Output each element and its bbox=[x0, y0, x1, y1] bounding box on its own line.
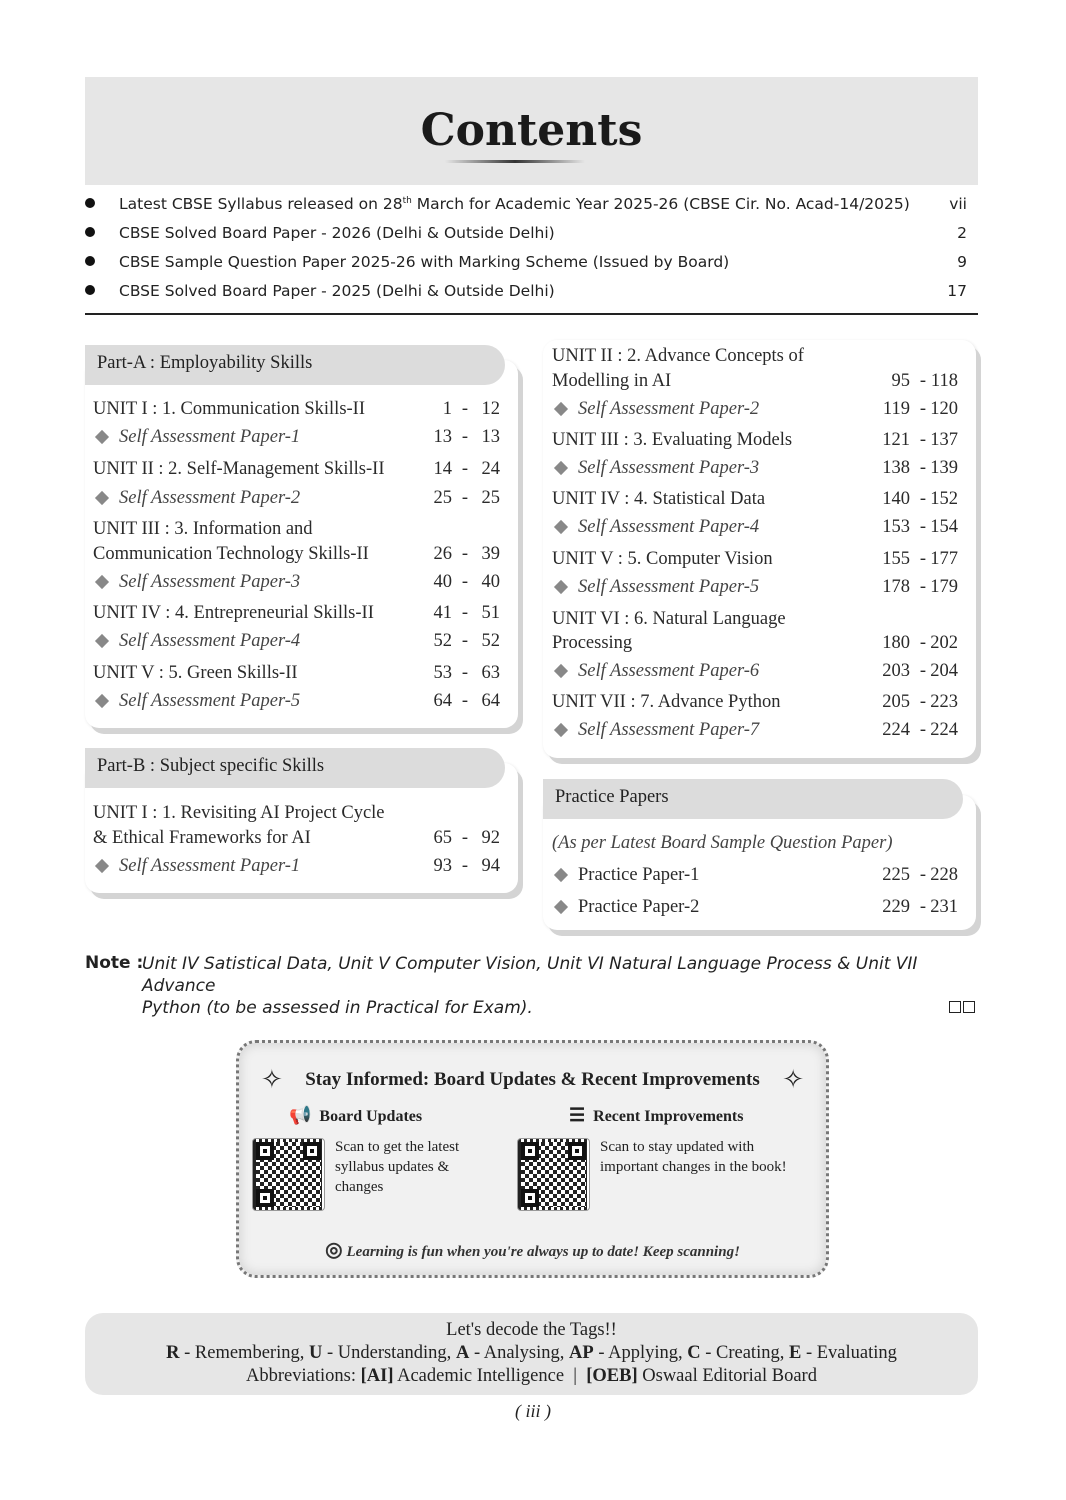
tags-heading: Let's decode the Tags!! bbox=[446, 1320, 617, 1340]
target-icon: ◎ bbox=[325, 1239, 343, 1261]
sparkle-icon: ✧ bbox=[261, 1065, 283, 1094]
page-start: 205 bbox=[882, 692, 910, 712]
toc-row[interactable] bbox=[552, 458, 759, 479]
toc-row[interactable] bbox=[93, 519, 313, 540]
toc-row[interactable] bbox=[552, 577, 759, 598]
diamond-bullet-icon bbox=[554, 402, 568, 416]
page-title: Contents bbox=[420, 105, 643, 156]
page-range-dash: - bbox=[461, 488, 468, 508]
tags-legend bbox=[85, 1313, 978, 1395]
page-start: 153 bbox=[882, 517, 910, 537]
page-start: 40 bbox=[433, 572, 452, 592]
list-item-text: CBSE Solved Board Paper - 2025 (Delhi & Outside Delhi) bbox=[119, 282, 555, 300]
recent-improvements-text: Scan to stay updated with important changes in the book! bbox=[600, 1139, 787, 1175]
list-item-text: Latest CBSE Syllabus released on 28th March for Academic Year 2025-26 (CBSE Cir. No. Acad-14/2025) bbox=[119, 195, 910, 213]
toc-row[interactable] bbox=[552, 371, 671, 392]
diamond-bullet-icon bbox=[554, 723, 568, 737]
toc-row[interactable] bbox=[93, 603, 374, 624]
page-range-dash: - bbox=[919, 897, 926, 917]
page-end: 223 bbox=[930, 692, 958, 712]
page-start: 95 bbox=[891, 371, 910, 391]
toc-row[interactable] bbox=[552, 430, 792, 451]
page-end: 228 bbox=[930, 865, 958, 885]
list-item[interactable] bbox=[85, 250, 978, 279]
page-ref: vii bbox=[949, 195, 967, 213]
toc-row-title: Self Assessment Paper-6 bbox=[578, 661, 760, 681]
toc-row-title: UNIT IV : 4. Statistical Data bbox=[552, 489, 766, 509]
page-range-dash: - bbox=[461, 459, 468, 479]
updates-box bbox=[236, 1040, 829, 1278]
page-end: 177 bbox=[930, 549, 958, 569]
list-item[interactable] bbox=[85, 279, 978, 308]
updates-title: Stay Informed: Board Updates & Recent Improvements bbox=[305, 1069, 760, 1090]
list-icon: ☰ bbox=[569, 1105, 586, 1125]
page-end: 139 bbox=[930, 458, 958, 478]
page-range-dash: - bbox=[919, 577, 926, 597]
page-start: 53 bbox=[433, 663, 452, 683]
page-start: 1 bbox=[442, 399, 452, 419]
bullet-icon bbox=[85, 285, 95, 295]
diamond-bullet-icon bbox=[95, 491, 109, 505]
list-item-text: CBSE Sample Question Paper 2025-26 with Marking Scheme (Issued by Board) bbox=[119, 253, 730, 271]
recent-improvements-heading: ☰ Recent Improvements bbox=[569, 1105, 744, 1125]
page-start: 14 bbox=[433, 459, 452, 479]
page-range-dash: - bbox=[919, 865, 926, 885]
practice-subtitle: (As per Latest Board Sample Question Paper) bbox=[552, 833, 893, 853]
page-range-dash: - bbox=[461, 572, 468, 592]
diamond-bullet-icon bbox=[554, 868, 568, 882]
page-start: 138 bbox=[882, 458, 910, 478]
page-start: 229 bbox=[882, 897, 910, 917]
toc-row-title: UNIT I : 1. Revisiting AI Project Cycle bbox=[93, 803, 385, 823]
page-end: 118 bbox=[930, 371, 958, 391]
page-end: 231 bbox=[930, 897, 958, 917]
tag-code: C bbox=[687, 1343, 701, 1363]
page-range-dash: - bbox=[919, 633, 926, 653]
page-end: 202 bbox=[930, 633, 958, 653]
tag-meaning: - Understanding, bbox=[322, 1343, 456, 1363]
toc-row[interactable] bbox=[552, 897, 699, 918]
qr-code-recent-improvements[interactable] bbox=[517, 1138, 590, 1211]
page-end: 154 bbox=[930, 517, 958, 537]
page-end: 51 bbox=[481, 603, 500, 623]
toc-row-title: UNIT III : 3. Evaluating Models bbox=[552, 430, 793, 450]
toc-row[interactable] bbox=[93, 691, 300, 712]
page-start: 178 bbox=[882, 577, 910, 597]
toc-row[interactable] bbox=[552, 549, 773, 570]
toc-row-title: & Ethical Frameworks for AI bbox=[93, 828, 311, 848]
toc-row-title: Self Assessment Paper-3 bbox=[119, 572, 301, 592]
toc-row-title: Practice Paper-1 bbox=[578, 865, 700, 885]
page-end: 94 bbox=[481, 856, 500, 876]
toc-row-title: Self Assessment Paper-4 bbox=[119, 631, 301, 651]
toc-row[interactable] bbox=[93, 856, 300, 877]
page-end: 52 bbox=[481, 631, 500, 651]
diamond-bullet-icon bbox=[95, 575, 109, 589]
end-marks bbox=[949, 1000, 977, 1018]
diamond-bullet-icon bbox=[554, 520, 568, 534]
page-start: 225 bbox=[882, 865, 910, 885]
page-end: 204 bbox=[930, 661, 958, 681]
page-end: 137 bbox=[930, 430, 958, 450]
toc-row-title: UNIT V : 5. Computer Vision bbox=[552, 549, 773, 569]
tag-meaning: - Remembering, bbox=[179, 1343, 309, 1363]
toc-row-title: UNIT III : 3. Information and bbox=[93, 519, 313, 539]
tag-code: A bbox=[455, 1343, 470, 1363]
list-item[interactable] bbox=[85, 221, 978, 250]
toc-row-title: Communication Technology Skills-II bbox=[93, 544, 369, 564]
toc-row[interactable] bbox=[93, 488, 300, 509]
page-end: 24 bbox=[481, 459, 500, 479]
toc-row-title: UNIT VII : 7. Advance Python bbox=[552, 692, 781, 712]
page-end: 39 bbox=[481, 544, 500, 564]
page-end: 64 bbox=[481, 691, 500, 711]
toc-row[interactable] bbox=[552, 346, 804, 367]
tag-code: E bbox=[788, 1343, 802, 1363]
diamond-bullet-icon bbox=[95, 430, 109, 444]
diamond-bullet-icon bbox=[554, 580, 568, 594]
page-range-dash: - bbox=[919, 399, 926, 419]
tag-meaning: - Applying, bbox=[593, 1343, 688, 1363]
toc-row[interactable] bbox=[552, 609, 786, 630]
toc-row-title: Self Assessment Paper-1 bbox=[119, 856, 301, 876]
toc-row-title: Practice Paper-2 bbox=[578, 897, 700, 917]
page-end: 12 bbox=[481, 399, 500, 419]
note-text bbox=[142, 953, 982, 1019]
page-end: 13 bbox=[481, 427, 500, 447]
tag-meaning: - Evaluating bbox=[801, 1343, 897, 1363]
abbreviations-line: Abbreviations: [AI] Academic Intelligence | [OEB] Oswaal Editorial Board bbox=[246, 1366, 817, 1386]
page-range-dash: - bbox=[461, 603, 468, 623]
page-range-dash: - bbox=[919, 549, 926, 569]
bullet-icon bbox=[85, 256, 95, 266]
page-end: 63 bbox=[481, 663, 500, 683]
page-start: 41 bbox=[433, 603, 452, 623]
toc-row-title: Self Assessment Paper-5 bbox=[119, 691, 301, 711]
list-item-text: CBSE Solved Board Paper - 2026 (Delhi & Outside Delhi) bbox=[119, 224, 555, 242]
page-start: 119 bbox=[882, 399, 910, 419]
toc-row-title: Self Assessment Paper-1 bbox=[119, 427, 301, 447]
page-start: 13 bbox=[433, 427, 452, 447]
page-range-dash: - bbox=[461, 399, 468, 419]
bullet-icon bbox=[85, 198, 95, 208]
page-start: 25 bbox=[433, 488, 452, 508]
toc-row[interactable] bbox=[93, 803, 385, 824]
tag-code: U bbox=[308, 1343, 323, 1363]
toc-row-title: Modelling in AI bbox=[552, 371, 672, 391]
board-updates-text: Scan to get the latest syllabus updates & changes bbox=[335, 1139, 460, 1195]
toc-row-title: Self Assessment Paper-2 bbox=[119, 488, 301, 508]
part-a-header: Part-A : Employability Skills bbox=[85, 345, 505, 385]
page-range-dash: - bbox=[919, 692, 926, 712]
page-number: ( iii ) bbox=[515, 1401, 551, 1421]
page-end: 179 bbox=[930, 577, 958, 597]
sparkle-icon: ✧ bbox=[782, 1065, 804, 1094]
page-ref: 17 bbox=[947, 282, 967, 300]
page-range-dash: - bbox=[461, 856, 468, 876]
toc-row-title: UNIT I : 1. Communication Skills-II bbox=[93, 399, 365, 419]
list-item[interactable] bbox=[85, 192, 978, 221]
page-range-dash: - bbox=[461, 691, 468, 711]
tag-code: AP bbox=[569, 1343, 594, 1363]
toc-row[interactable] bbox=[93, 663, 298, 684]
toc-row[interactable] bbox=[93, 828, 311, 849]
toc-row[interactable] bbox=[93, 572, 300, 593]
toc-row[interactable] bbox=[552, 661, 759, 682]
page-start: 224 bbox=[882, 720, 910, 740]
page-range-dash: - bbox=[461, 663, 468, 683]
note-line: Unit IV Satistical Data, Unit V Computer Vision, Unit VI Natural Language Process & Unit VII Advance bbox=[142, 954, 918, 996]
page-start: 93 bbox=[433, 856, 452, 876]
diamond-bullet-icon bbox=[95, 859, 109, 873]
page-start: 52 bbox=[433, 631, 452, 651]
toc-row[interactable] bbox=[552, 865, 699, 886]
toc-row[interactable] bbox=[552, 692, 781, 713]
toc-row[interactable] bbox=[552, 489, 765, 510]
page-range-dash: - bbox=[461, 631, 468, 651]
page-start: 121 bbox=[882, 430, 910, 450]
tags-line bbox=[85, 1342, 978, 1365]
page-ref: 9 bbox=[957, 253, 967, 271]
divider bbox=[85, 313, 978, 315]
page-range-dash: - bbox=[461, 828, 468, 848]
page-start: 155 bbox=[882, 549, 910, 569]
page-range-dash: - bbox=[919, 517, 926, 537]
top-contents-list bbox=[85, 192, 978, 308]
diamond-bullet-icon bbox=[95, 694, 109, 708]
toc-row-title: UNIT VI : 6. Natural Language bbox=[552, 609, 786, 629]
megaphone-icon: 📢 bbox=[289, 1105, 312, 1125]
page-range-dash: - bbox=[461, 427, 468, 447]
toc-row-title: Self Assessment Paper-5 bbox=[578, 577, 760, 597]
toc-row[interactable] bbox=[93, 427, 300, 448]
page-start: 64 bbox=[433, 691, 452, 711]
practice-papers-header: Practice Papers bbox=[543, 779, 963, 819]
diamond-bullet-icon bbox=[95, 634, 109, 648]
toc-row-title: Self Assessment Paper-4 bbox=[578, 517, 760, 537]
toc-row-title: Processing bbox=[552, 633, 633, 653]
page-start: 180 bbox=[882, 633, 910, 653]
page-range-dash: - bbox=[919, 430, 926, 450]
bullet-icon bbox=[85, 227, 95, 237]
note-line: Python (to be assessed in Practical for Exam). bbox=[142, 998, 533, 1018]
toc-row-title: UNIT V : 5. Green Skills-II bbox=[93, 663, 298, 683]
diamond-bullet-icon bbox=[554, 461, 568, 475]
page-range-dash: - bbox=[919, 458, 926, 478]
tag-meaning: - Analysing, bbox=[469, 1343, 570, 1363]
page-start: 140 bbox=[882, 489, 910, 509]
page-end: 40 bbox=[481, 572, 500, 592]
page-end: 224 bbox=[930, 720, 958, 740]
toc-row-title: UNIT II : 2. Advance Concepts of bbox=[552, 346, 804, 366]
toc-row[interactable] bbox=[552, 720, 759, 741]
toc-row[interactable] bbox=[552, 399, 759, 420]
page-end: 152 bbox=[930, 489, 958, 509]
toc-row-title: Self Assessment Paper-7 bbox=[578, 720, 760, 740]
board-updates-heading: 📢 Board Updates bbox=[289, 1105, 423, 1125]
page-range-dash: - bbox=[919, 371, 926, 391]
diamond-bullet-icon bbox=[554, 664, 568, 678]
page-start: 26 bbox=[433, 544, 452, 564]
tag-code: R bbox=[166, 1343, 180, 1363]
note-label: Note : bbox=[85, 953, 144, 973]
title-underline bbox=[445, 160, 585, 163]
page-end: 25 bbox=[481, 488, 500, 508]
tag-meaning: - Creating, bbox=[700, 1343, 789, 1363]
page-end: 120 bbox=[930, 399, 958, 419]
page-end: 92 bbox=[481, 828, 500, 848]
page-range-dash: - bbox=[461, 544, 468, 564]
contents-header bbox=[85, 77, 978, 185]
toc-row-title: UNIT IV : 4. Entrepreneurial Skills-II bbox=[93, 603, 374, 623]
page-start: 203 bbox=[882, 661, 910, 681]
page-range-dash: - bbox=[919, 489, 926, 509]
toc-row-title: Self Assessment Paper-3 bbox=[578, 458, 760, 478]
toc-row[interactable] bbox=[552, 517, 759, 538]
toc-row-title: UNIT II : 2. Self-Management Skills-II bbox=[93, 459, 385, 479]
updates-footer: ◎ Learning is fun when you're always up to date! Keep scanning! bbox=[325, 1239, 740, 1261]
page-ref: 2 bbox=[957, 224, 967, 242]
toc-row[interactable] bbox=[552, 633, 632, 654]
toc-row[interactable] bbox=[93, 399, 365, 420]
qr-code-board-updates[interactable] bbox=[252, 1138, 325, 1211]
toc-row[interactable] bbox=[93, 459, 384, 480]
diamond-bullet-icon bbox=[554, 900, 568, 914]
part-b-header: Part-B : Subject specific Skills bbox=[85, 748, 505, 788]
page-range-dash: - bbox=[919, 720, 926, 740]
toc-row-title: Self Assessment Paper-2 bbox=[578, 399, 760, 419]
page-range-dash: - bbox=[919, 661, 926, 681]
toc-row[interactable] bbox=[93, 631, 300, 652]
toc-row[interactable] bbox=[93, 544, 369, 565]
page-start: 65 bbox=[433, 828, 452, 848]
